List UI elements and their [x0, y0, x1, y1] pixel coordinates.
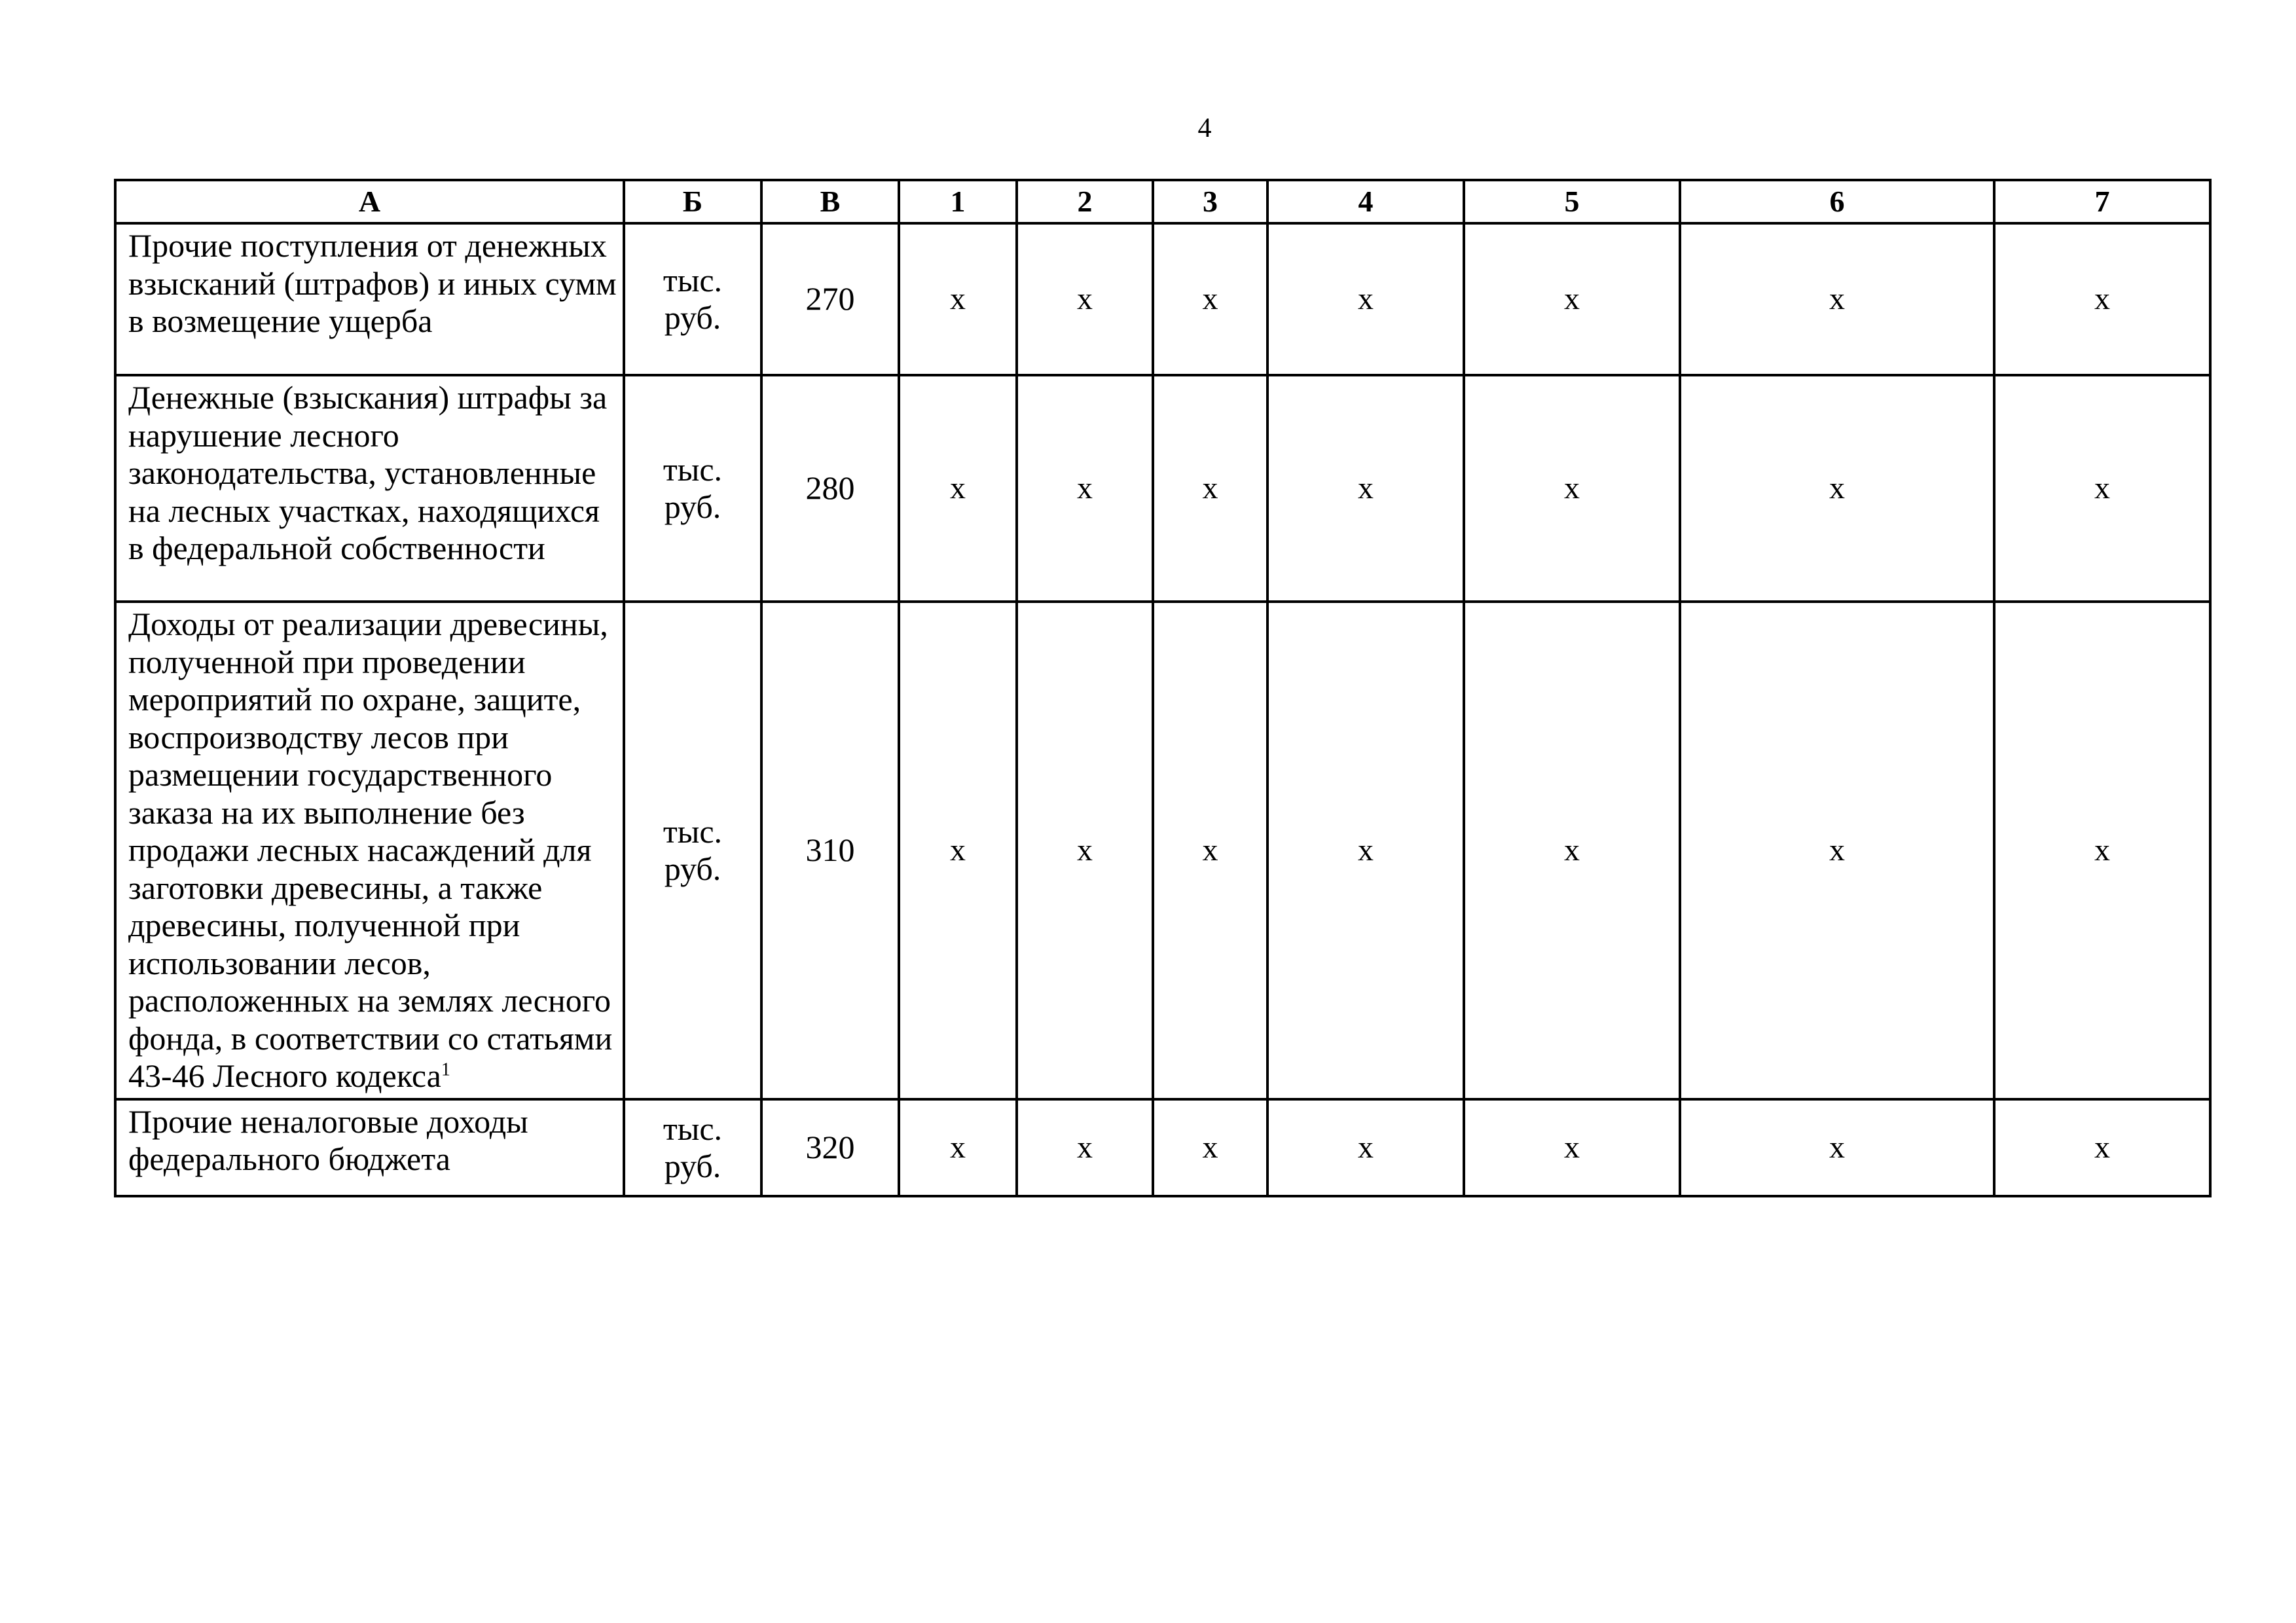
- header-col-3: 3: [1153, 180, 1267, 223]
- cell-col-2: x: [1017, 1099, 1153, 1196]
- row-description: Прочие неналоговые доходы федерального бюджета: [115, 1099, 624, 1196]
- header-col-1: 1: [899, 180, 1017, 223]
- footnote-mark: 1: [441, 1059, 450, 1080]
- row-description-text: Доходы от реализации древесины, полученной при проведении мероприятий по охране, защите, воспроизводству лесов при размещении государственного заказа на их выполнение без продажи лесных насаждений для заготовки древесины, а также древесины, полученной при использовании лесов, расположенных на землях лесного фонда, в соответствии со статьями 43-46 Лесного кодекса: [128, 606, 613, 1094]
- row-code: 270: [761, 223, 899, 375]
- cell-col-1: x: [899, 602, 1017, 1099]
- cell-col-2: x: [1017, 375, 1153, 602]
- cell-col-6: x: [1680, 602, 1994, 1099]
- cell-col-7: x: [1994, 223, 2210, 375]
- cell-col-4: x: [1267, 602, 1464, 1099]
- header-col-2: 2: [1017, 180, 1153, 223]
- unit-line-1: тыс.: [663, 1110, 723, 1147]
- cell-col-6: x: [1680, 375, 1994, 602]
- cell-col-1: x: [899, 1099, 1017, 1196]
- page-number: 4: [1197, 113, 1212, 143]
- row-unit: [624, 375, 761, 602]
- cell-col-1: x: [899, 375, 1017, 602]
- cell-col-6: x: [1680, 223, 1994, 375]
- header-col-5: 5: [1464, 180, 1680, 223]
- cell-col-2: x: [1017, 602, 1153, 1099]
- unit-line-2: руб.: [664, 488, 721, 525]
- cell-col-5: x: [1464, 1099, 1680, 1196]
- cell-col-6: x: [1680, 1099, 1994, 1196]
- row-code: 310: [761, 602, 899, 1099]
- cell-col-5: x: [1464, 223, 1680, 375]
- unit-line-2: руб.: [664, 1147, 721, 1184]
- cell-col-4: x: [1267, 223, 1464, 375]
- unit-line-2: руб.: [664, 850, 721, 887]
- row-code: 280: [761, 375, 899, 602]
- row-unit: [624, 1099, 761, 1196]
- unit-line-2: руб.: [664, 299, 721, 336]
- unit-line-1: тыс.: [663, 812, 723, 850]
- cell-col-3: x: [1153, 375, 1267, 602]
- cell-col-7: x: [1994, 375, 2210, 602]
- cell-col-3: x: [1153, 223, 1267, 375]
- table-row: [115, 1099, 2210, 1196]
- cell-col-1: x: [899, 223, 1017, 375]
- cell-col-5: x: [1464, 375, 1680, 602]
- unit-line-1: тыс.: [663, 451, 723, 488]
- cell-col-3: x: [1153, 602, 1267, 1099]
- cell-col-7: x: [1994, 602, 2210, 1099]
- row-description: [115, 602, 624, 1099]
- cell-col-4: x: [1267, 1099, 1464, 1196]
- cell-col-2: x: [1017, 223, 1153, 375]
- header-col-v: В: [761, 180, 899, 223]
- income-table: [114, 179, 2212, 1197]
- row-description: Прочие поступления от денежных взысканий (штрафов) и иных сумм в возмещение ущерба: [115, 223, 624, 375]
- header-col-7: 7: [1994, 180, 2210, 223]
- table-row: [115, 375, 2210, 602]
- row-code: 320: [761, 1099, 899, 1196]
- row-description: Денежные (взыскания) штрафы за нарушение лесного законодательства, установленные на лесных участках, находящихся в федеральной собственности: [115, 375, 624, 602]
- table-row: [115, 223, 2210, 375]
- cell-col-3: x: [1153, 1099, 1267, 1196]
- table-row: [115, 602, 2210, 1099]
- header-col-a: А: [115, 180, 624, 223]
- header-row: [115, 180, 2210, 223]
- row-unit: [624, 223, 761, 375]
- cell-col-5: x: [1464, 602, 1680, 1099]
- cell-col-7: x: [1994, 1099, 2210, 1196]
- cell-col-4: x: [1267, 375, 1464, 602]
- header-col-b: Б: [624, 180, 761, 223]
- row-unit: [624, 602, 761, 1099]
- header-col-6: 6: [1680, 180, 1994, 223]
- header-col-4: 4: [1267, 180, 1464, 223]
- unit-line-1: тыс.: [663, 262, 723, 299]
